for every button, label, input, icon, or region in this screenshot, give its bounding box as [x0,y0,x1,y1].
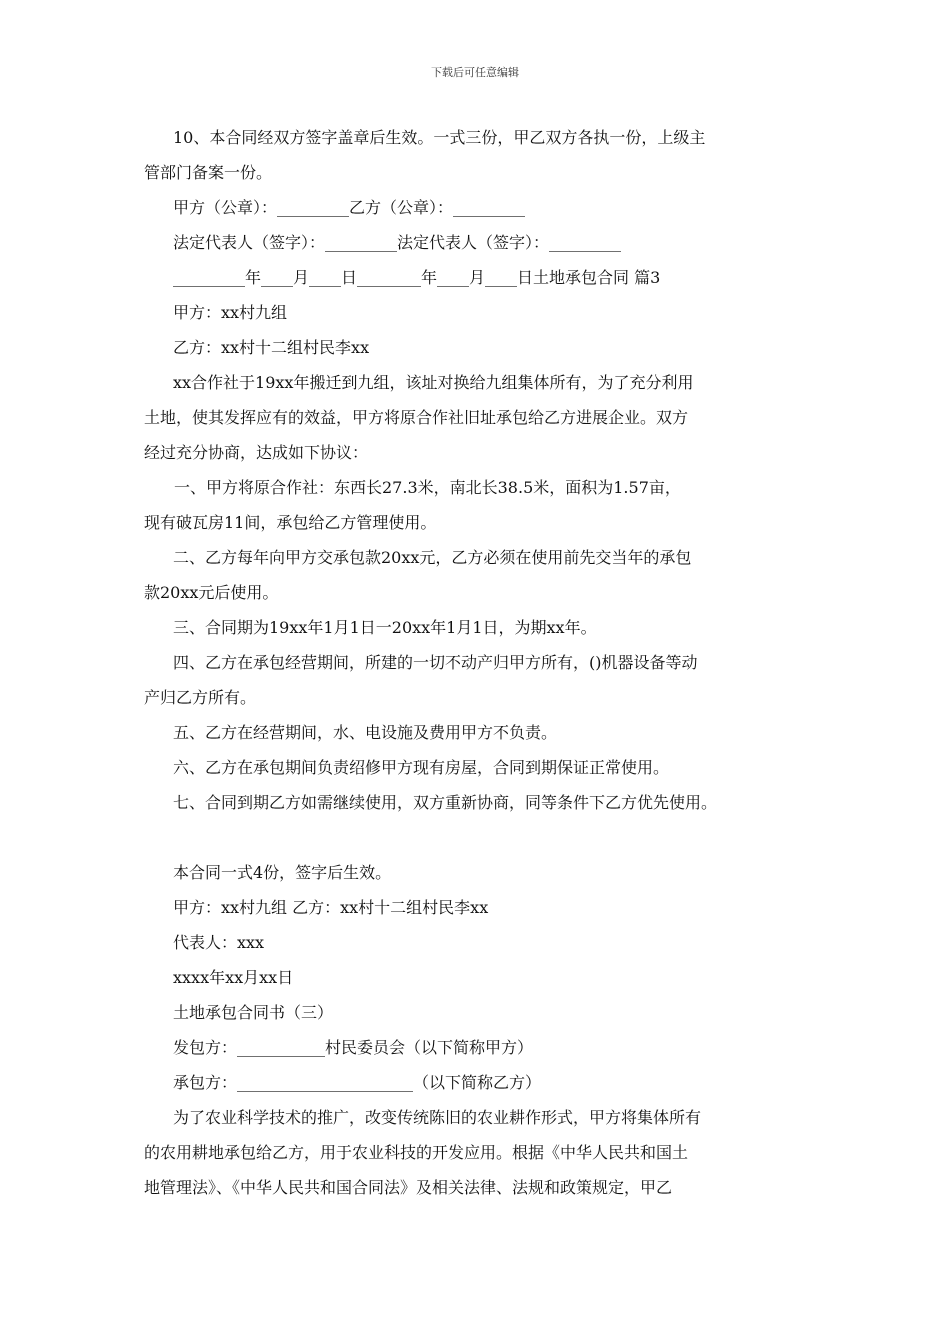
paragraph-line: 的农用耕地承包给乙方，用于农业科技的开发应用。根据《中华人民共和国土 [144,1143,689,1162]
document-body [144,120,816,1205]
clause-line: 七、合同到期乙方如需继续使用，双方重新协商，同等条件下乙方优先使用。 [173,793,718,812]
clause-line: 二、乙方每年向甲方交承包款20xx元，乙方必须在使用前先交当年的承包 [173,548,692,567]
clause-line: 三、合同期为19xx年1月1日一20xx年1月1日，为期xx年。 [173,618,597,637]
party-line: 承包方：______________________（以下简称乙方） [173,1073,542,1092]
page-header-note: 下载后可任意编辑 [431,66,519,79]
paragraph-line: 土地，使其发挥应有的效益，甲方将原合作社旧址承包给乙方进展企业。双方 [144,408,689,427]
paragraph-line: 本合同一式4份，签字后生效。 [173,863,392,882]
signature-line: 代表人：xxx [173,933,265,952]
paragraph-line: 经过充分协商，达成如下协议： [144,443,369,462]
party-a-line: 甲方：xx村九组 [173,303,288,322]
paragraph-line: 管部门备案一份。 [144,163,273,182]
party-line: 发包方：___________村民委员会（以下简称甲方） [173,1038,534,1057]
clause-line: 现有破瓦房11间，承包给乙方管理使用。 [144,513,437,532]
signature-line: 法定代表人（签字）：_________法定代表人（签字）：_________ [173,233,622,252]
paragraph-line: 为了农业科学技术的推广，改变传统陈旧的农业耕作形式，甲方将集体所有 [173,1108,702,1127]
signature-line: 甲方：xx村九组 乙方：xx村十二组村民李xx [173,898,489,917]
date-line: xxxx年xx月xx日 [173,968,294,987]
clause-line: 六、乙方在承包期间负责绍修甲方现有房屋，合同到期保证正常使用。 [173,758,670,777]
paragraph-line: 地管理法》、《中华人民共和国合同法》及相关法律、法规和政策规定，甲乙 [144,1178,673,1197]
signature-line: 甲方（公章）：_________乙方（公章）：_________ [173,198,526,217]
section-title: 土地承包合同书（三） [173,1003,334,1022]
date-line: _________年____月____日________年____月____日土地承包合同 篇3 [173,268,661,287]
clause-line: 产归乙方所有。 [144,688,257,707]
clause-line: 一、甲方将原合作社：东西长27.3米，南北长38.5米，面积为1.57亩， [174,478,681,497]
party-b-line: 乙方：xx村十二组村民李xx [173,338,370,357]
paragraph-line: xx合作社于19xx年搬迁到九组，该址对换给九组集体所有，为了充分利用 [173,373,694,392]
clause-line: 四、乙方在承包经营期间，所建的一切不动产归甲方所有，()机器设备等动 [173,653,698,672]
clause-line: 五、乙方在经营期间，水、电设施及费用甲方不负责。 [173,723,558,742]
blank-line [144,820,816,855]
paragraph-line: 10、本合同经双方签字盖章后生效。一式三份，甲乙双方各执一份，上级主 [173,128,706,147]
clause-line: 款20xx元后使用。 [144,583,279,602]
